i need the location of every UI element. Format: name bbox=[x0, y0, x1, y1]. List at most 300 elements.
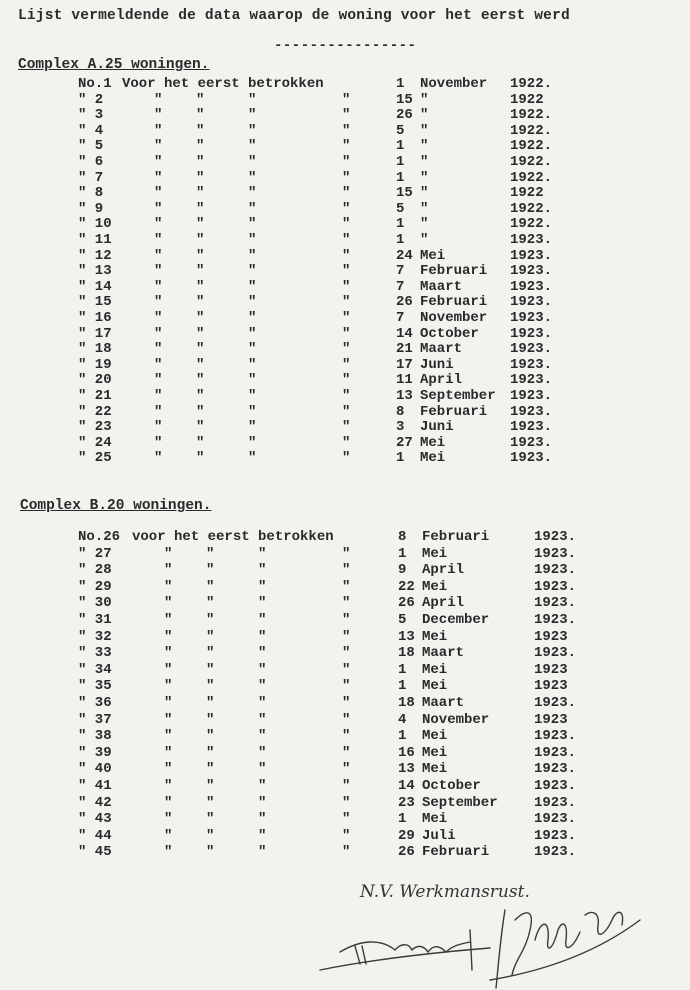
ditto-mark: " bbox=[342, 356, 351, 373]
house-number: " 11 bbox=[78, 232, 112, 248]
house-number: " 3 bbox=[78, 107, 104, 124]
ditto-mark: " bbox=[342, 247, 351, 264]
ditto-mark: " bbox=[164, 595, 173, 612]
ditto-mark: " bbox=[164, 728, 173, 745]
list-item bbox=[0, 170, 690, 186]
list-item bbox=[0, 326, 690, 342]
occupancy-month: Februari bbox=[422, 529, 490, 545]
ditto-mark: " bbox=[248, 310, 257, 326]
firm-signature-text: N.V. Werkmansrust. bbox=[360, 882, 530, 902]
ditto-mark: " bbox=[206, 827, 215, 844]
list-item bbox=[0, 232, 690, 248]
house-number: No.26 bbox=[78, 529, 121, 545]
house-number: " 32 bbox=[78, 628, 112, 645]
house-number: " 19 bbox=[78, 356, 112, 373]
ditto-mark: " bbox=[342, 91, 351, 108]
house-number: " 12 bbox=[78, 247, 112, 264]
occupancy-day: 26 bbox=[398, 595, 415, 612]
ditto-mark: " bbox=[342, 794, 351, 811]
ditto-mark: " bbox=[164, 827, 173, 844]
ditto-mark: " bbox=[342, 200, 351, 217]
house-number: " 38 bbox=[78, 728, 112, 745]
occupancy-month: Maart bbox=[422, 645, 465, 662]
ditto-mark: " bbox=[258, 678, 267, 695]
ditto-mark: " bbox=[342, 419, 351, 436]
list-item bbox=[0, 761, 690, 777]
ditto-mark: " bbox=[342, 169, 351, 186]
ditto-mark: " bbox=[206, 578, 215, 595]
list-item bbox=[0, 372, 690, 388]
ditto-mark: " bbox=[342, 185, 351, 202]
ditto-mark: " bbox=[342, 595, 351, 612]
ditto-mark: " bbox=[248, 403, 257, 420]
occupancy-day: 14 bbox=[396, 325, 413, 342]
ditto-mark: " bbox=[248, 356, 257, 373]
occupancy-year: 1922. bbox=[510, 107, 553, 124]
occupancy-year: 1922. bbox=[510, 122, 553, 139]
house-number: " 39 bbox=[78, 744, 112, 761]
occupancy-day: 1 bbox=[398, 811, 407, 828]
occupancy-month: Juni bbox=[420, 419, 454, 436]
occupancy-day: 3 bbox=[396, 419, 405, 436]
occupancy-month: Mei bbox=[422, 811, 448, 828]
house-number: " 28 bbox=[78, 562, 112, 579]
ditto-mark: " bbox=[154, 341, 163, 358]
occupancy-year: 1922. bbox=[510, 154, 553, 170]
ditto-mark: " bbox=[258, 595, 267, 612]
list-item bbox=[0, 645, 690, 661]
occupancy-month: " bbox=[420, 216, 429, 233]
occupancy-year: 1922. bbox=[510, 200, 553, 217]
ditto-mark: " bbox=[164, 695, 173, 711]
list-item bbox=[0, 811, 690, 827]
list-item bbox=[0, 185, 690, 201]
ditto-mark: " bbox=[206, 628, 215, 645]
ditto-mark: " bbox=[196, 154, 205, 170]
occupancy-year: 1923. bbox=[510, 263, 553, 280]
occupancy-day: 1 bbox=[398, 728, 407, 745]
occupancy-month: Mei bbox=[422, 761, 448, 778]
occupancy-day: 26 bbox=[396, 294, 413, 311]
ditto-mark: " bbox=[342, 434, 351, 451]
ditto-mark: " bbox=[164, 778, 173, 794]
ditto-mark: " bbox=[258, 778, 267, 794]
occupancy-day: 1 bbox=[396, 154, 405, 170]
house-number: " 4 bbox=[78, 122, 104, 139]
list-item bbox=[0, 154, 690, 170]
house-number: No.1 bbox=[78, 76, 112, 92]
ditto-mark: " bbox=[248, 263, 257, 280]
occupancy-month: Mei bbox=[422, 578, 448, 595]
ditto-mark: " bbox=[196, 247, 205, 264]
ditto-mark: " bbox=[248, 91, 257, 108]
occupancy-year: 1923. bbox=[534, 728, 577, 745]
list-item bbox=[0, 92, 690, 108]
house-number: " 5 bbox=[78, 138, 104, 155]
ditto-mark: " bbox=[342, 778, 351, 794]
occupancy-month: Februari bbox=[420, 294, 488, 311]
ditto-mark: " bbox=[196, 403, 205, 420]
ditto-mark: " bbox=[342, 450, 351, 467]
title-separator: ---------------- bbox=[274, 38, 417, 54]
occupancy-year: 1923. bbox=[534, 744, 577, 761]
ditto-mark: " bbox=[154, 91, 163, 108]
occupancy-day: 8 bbox=[396, 403, 405, 420]
house-number: " 2 bbox=[78, 91, 104, 108]
ditto-mark: " bbox=[342, 138, 351, 155]
house-number: " 21 bbox=[78, 388, 112, 404]
house-number: " 31 bbox=[78, 612, 112, 628]
occupancy-day: 5 bbox=[396, 200, 405, 217]
house-number: " 40 bbox=[78, 761, 112, 778]
occupancy-month: " bbox=[420, 169, 429, 186]
house-number: " 6 bbox=[78, 154, 104, 170]
occupancy-year: 1923. bbox=[510, 450, 553, 467]
ditto-mark: " bbox=[196, 122, 205, 139]
occupancy-day: 1 bbox=[398, 661, 407, 678]
document-title: Lijst vermeldende de data waarop de woning voor het eerst werd bbox=[18, 8, 570, 24]
ditto-mark: " bbox=[248, 372, 257, 389]
occupancy-day: 22 bbox=[398, 578, 415, 595]
occupancy-month: Februari bbox=[422, 844, 490, 861]
occupancy-day: 29 bbox=[398, 827, 415, 844]
ditto-mark: " bbox=[154, 154, 163, 170]
ditto-mark: " bbox=[196, 356, 205, 373]
ditto-mark: " bbox=[206, 811, 215, 828]
ditto-mark: " bbox=[248, 434, 257, 451]
house-number: " 18 bbox=[78, 341, 112, 358]
ditto-mark: " bbox=[258, 811, 267, 828]
occupancy-year: 1923. bbox=[510, 372, 553, 389]
house-number: " 44 bbox=[78, 827, 112, 844]
occupancy-year: 1923 bbox=[534, 678, 568, 695]
list-item bbox=[0, 419, 690, 435]
ditto-mark: " bbox=[342, 325, 351, 342]
list-item bbox=[0, 562, 690, 578]
occupancy-month: Maart bbox=[420, 341, 463, 358]
ditto-mark: " bbox=[154, 263, 163, 280]
occupancy-month: September bbox=[420, 388, 496, 404]
occupancy-day: 1 bbox=[398, 545, 407, 562]
ditto-mark: " bbox=[196, 216, 205, 233]
ditto-mark: " bbox=[164, 578, 173, 595]
ditto-mark: " bbox=[342, 154, 351, 170]
occupancy-month: November bbox=[420, 310, 488, 326]
occupancy-year: 1922 bbox=[510, 185, 544, 202]
occupancy-year: 1923. bbox=[510, 294, 553, 311]
ditto-mark: " bbox=[342, 612, 351, 628]
occupancy-month: Mei bbox=[422, 661, 448, 678]
first-occupied-phrase: Voor het eerst betrokken bbox=[122, 76, 324, 92]
ditto-mark: " bbox=[342, 372, 351, 389]
occupancy-year: 1923. bbox=[510, 403, 553, 420]
list-item bbox=[0, 678, 690, 694]
occupancy-year: 1923. bbox=[534, 811, 577, 828]
occupancy-month: " bbox=[420, 122, 429, 139]
occupancy-year: 1923. bbox=[534, 778, 577, 794]
list-item bbox=[0, 294, 690, 310]
ditto-mark: " bbox=[248, 107, 257, 124]
ditto-mark: " bbox=[342, 388, 351, 404]
occupancy-month: Februari bbox=[420, 403, 488, 420]
ditto-mark: " bbox=[342, 695, 351, 711]
ditto-mark: " bbox=[248, 169, 257, 186]
ditto-mark: " bbox=[248, 450, 257, 467]
occupancy-day: 1 bbox=[396, 450, 405, 467]
house-number: " 13 bbox=[78, 263, 112, 280]
occupancy-month: Mei bbox=[420, 434, 446, 451]
ditto-mark: " bbox=[342, 263, 351, 280]
list-item bbox=[0, 662, 690, 678]
list-item bbox=[0, 341, 690, 357]
occupancy-day: 7 bbox=[396, 310, 405, 326]
house-number: " 27 bbox=[78, 545, 112, 562]
list-item bbox=[0, 579, 690, 595]
house-number: " 30 bbox=[78, 595, 112, 612]
occupancy-year: 1922. bbox=[510, 169, 553, 186]
ditto-mark: " bbox=[342, 578, 351, 595]
list-item bbox=[0, 279, 690, 295]
ditto-mark: " bbox=[196, 294, 205, 311]
ditto-mark: " bbox=[206, 595, 215, 612]
ditto-mark: " bbox=[248, 247, 257, 264]
ditto-mark: " bbox=[206, 728, 215, 745]
ditto-mark: " bbox=[196, 450, 205, 467]
occupancy-month: " bbox=[420, 185, 429, 202]
occupancy-day: 27 bbox=[396, 434, 413, 451]
occupancy-year: 1923. bbox=[510, 356, 553, 373]
occupancy-year: 1922. bbox=[510, 76, 553, 92]
ditto-mark: " bbox=[196, 310, 205, 326]
list-item bbox=[0, 435, 690, 451]
ditto-mark: " bbox=[164, 761, 173, 778]
list-item bbox=[0, 357, 690, 373]
ditto-mark: " bbox=[248, 138, 257, 155]
occupancy-day: 17 bbox=[396, 356, 413, 373]
list-item bbox=[0, 745, 690, 761]
ditto-mark: " bbox=[164, 744, 173, 761]
occupancy-day: 4 bbox=[398, 711, 407, 728]
list-item bbox=[0, 450, 690, 466]
house-number: " 41 bbox=[78, 778, 112, 794]
list-item bbox=[0, 310, 690, 326]
occupancy-day: 7 bbox=[396, 263, 405, 280]
occupancy-month: Maart bbox=[422, 695, 465, 711]
ditto-mark: " bbox=[196, 200, 205, 217]
occupancy-year: 1923. bbox=[534, 578, 577, 595]
house-number: " 43 bbox=[78, 811, 112, 828]
house-number: " 9 bbox=[78, 200, 104, 217]
list-item bbox=[0, 695, 690, 711]
occupancy-day: 24 bbox=[396, 247, 413, 264]
occupancy-day: 1 bbox=[398, 678, 407, 695]
occupancy-year: 1923. bbox=[510, 247, 553, 264]
occupancy-day: 1 bbox=[396, 138, 405, 155]
ditto-mark: " bbox=[206, 794, 215, 811]
ditto-mark: " bbox=[196, 185, 205, 202]
house-number: " 20 bbox=[78, 372, 112, 389]
ditto-mark: " bbox=[164, 562, 173, 579]
ditto-mark: " bbox=[342, 216, 351, 233]
ditto-mark: " bbox=[248, 278, 257, 295]
ditto-mark: " bbox=[206, 545, 215, 562]
ditto-mark: " bbox=[164, 794, 173, 811]
list-item bbox=[0, 728, 690, 744]
occupancy-day: 13 bbox=[398, 628, 415, 645]
occupancy-day: 15 bbox=[396, 91, 413, 108]
ditto-mark: " bbox=[154, 232, 163, 248]
house-number: " 17 bbox=[78, 325, 112, 342]
ditto-mark: " bbox=[196, 91, 205, 108]
ditto-mark: " bbox=[154, 107, 163, 124]
ditto-mark: " bbox=[342, 232, 351, 248]
occupancy-month: Mei bbox=[422, 545, 448, 562]
house-number: " 23 bbox=[78, 419, 112, 436]
list-item bbox=[0, 712, 690, 728]
occupancy-day: 1 bbox=[396, 216, 405, 233]
ditto-mark: " bbox=[206, 711, 215, 728]
ditto-mark: " bbox=[258, 744, 267, 761]
house-number: " 16 bbox=[78, 310, 112, 326]
first-occupied-phrase: voor het eerst betrokken bbox=[132, 529, 334, 545]
ditto-mark: " bbox=[342, 844, 351, 861]
ditto-mark: " bbox=[154, 138, 163, 155]
ditto-mark: " bbox=[248, 232, 257, 248]
list-item bbox=[0, 216, 690, 232]
occupancy-year: 1923. bbox=[534, 545, 577, 562]
occupancy-month: April bbox=[420, 372, 463, 389]
ditto-mark: " bbox=[206, 761, 215, 778]
occupancy-day: 7 bbox=[396, 278, 405, 295]
house-number: " 37 bbox=[78, 711, 112, 728]
ditto-mark: " bbox=[248, 185, 257, 202]
occupancy-day: 9 bbox=[398, 562, 407, 579]
ditto-mark: " bbox=[248, 200, 257, 217]
ditto-mark: " bbox=[196, 232, 205, 248]
occupancy-month: Mei bbox=[422, 728, 448, 745]
occupancy-month: Mei bbox=[420, 247, 446, 264]
ditto-mark: " bbox=[154, 403, 163, 420]
ditto-mark: " bbox=[258, 545, 267, 562]
ditto-mark: " bbox=[206, 612, 215, 628]
occupancy-day: 14 bbox=[398, 778, 415, 794]
occupancy-month: Mei bbox=[422, 744, 448, 761]
house-number: " 42 bbox=[78, 794, 112, 811]
house-number: " 25 bbox=[78, 450, 112, 467]
ditto-mark: " bbox=[154, 185, 163, 202]
house-number: " 24 bbox=[78, 434, 112, 451]
ditto-mark: " bbox=[258, 827, 267, 844]
occupancy-year: 1923. bbox=[534, 695, 577, 711]
ditto-mark: " bbox=[342, 711, 351, 728]
list-item bbox=[0, 404, 690, 420]
list-item bbox=[0, 844, 690, 860]
ditto-mark: " bbox=[248, 154, 257, 170]
house-number: " 45 bbox=[78, 844, 112, 861]
occupancy-month: " bbox=[420, 138, 429, 155]
ditto-mark: " bbox=[154, 372, 163, 389]
ditto-mark: " bbox=[164, 645, 173, 662]
occupancy-day: 16 bbox=[398, 744, 415, 761]
house-number: " 14 bbox=[78, 278, 112, 295]
ditto-mark: " bbox=[258, 628, 267, 645]
occupancy-day: 5 bbox=[396, 122, 405, 139]
occupancy-year: 1923. bbox=[510, 419, 553, 436]
occupancy-month: Mei bbox=[420, 450, 446, 467]
complex-b-heading: Complex B.20 woningen. bbox=[20, 498, 212, 514]
ditto-mark: " bbox=[196, 388, 205, 404]
occupancy-year: 1923. bbox=[534, 761, 577, 778]
occupancy-month: October bbox=[420, 325, 479, 342]
ditto-mark: " bbox=[154, 216, 163, 233]
occupancy-month: Februari bbox=[420, 263, 488, 280]
ditto-mark: " bbox=[196, 138, 205, 155]
list-item bbox=[0, 248, 690, 264]
occupancy-month: October bbox=[422, 778, 481, 794]
ditto-mark: " bbox=[258, 794, 267, 811]
list-item bbox=[0, 529, 690, 545]
ditto-mark: " bbox=[196, 341, 205, 358]
ditto-mark: " bbox=[342, 661, 351, 678]
occupancy-month: April bbox=[422, 595, 465, 612]
list-item bbox=[0, 263, 690, 279]
ditto-mark: " bbox=[206, 695, 215, 711]
occupancy-year: 1923. bbox=[534, 595, 577, 612]
ditto-mark: " bbox=[164, 811, 173, 828]
ditto-mark: " bbox=[196, 169, 205, 186]
list-item bbox=[0, 138, 690, 154]
occupancy-year: 1923. bbox=[510, 310, 553, 326]
occupancy-month: Juli bbox=[422, 827, 456, 844]
ditto-mark: " bbox=[258, 578, 267, 595]
ditto-mark: " bbox=[248, 216, 257, 233]
ditto-mark: " bbox=[154, 434, 163, 451]
ditto-mark: " bbox=[258, 728, 267, 745]
ditto-mark: " bbox=[154, 200, 163, 217]
ditto-mark: " bbox=[248, 341, 257, 358]
ditto-mark: " bbox=[342, 545, 351, 562]
ditto-mark: " bbox=[154, 450, 163, 467]
ditto-mark: " bbox=[342, 562, 351, 579]
occupancy-year: 1923 bbox=[534, 711, 568, 728]
ditto-mark: " bbox=[206, 678, 215, 695]
ditto-mark: " bbox=[258, 645, 267, 662]
occupancy-year: 1923. bbox=[510, 388, 553, 404]
ditto-mark: " bbox=[206, 844, 215, 861]
list-item bbox=[0, 388, 690, 404]
occupancy-month: Juni bbox=[420, 356, 454, 373]
ditto-mark: " bbox=[196, 325, 205, 342]
occupancy-year: 1923. bbox=[510, 434, 553, 451]
ditto-mark: " bbox=[154, 247, 163, 264]
occupancy-month: November bbox=[422, 711, 490, 728]
occupancy-day: 26 bbox=[396, 107, 413, 124]
occupancy-year: 1923. bbox=[534, 562, 577, 579]
list-item bbox=[0, 546, 690, 562]
ditto-mark: " bbox=[154, 278, 163, 295]
house-number: " 7 bbox=[78, 169, 104, 186]
list-item bbox=[0, 123, 690, 139]
occupancy-day: 26 bbox=[398, 844, 415, 861]
ditto-mark: " bbox=[248, 122, 257, 139]
ditto-mark: " bbox=[342, 310, 351, 326]
occupancy-month: November bbox=[420, 76, 488, 92]
ditto-mark: " bbox=[342, 678, 351, 695]
ditto-mark: " bbox=[342, 294, 351, 311]
list-item bbox=[0, 595, 690, 611]
ditto-mark: " bbox=[258, 661, 267, 678]
ditto-mark: " bbox=[154, 169, 163, 186]
